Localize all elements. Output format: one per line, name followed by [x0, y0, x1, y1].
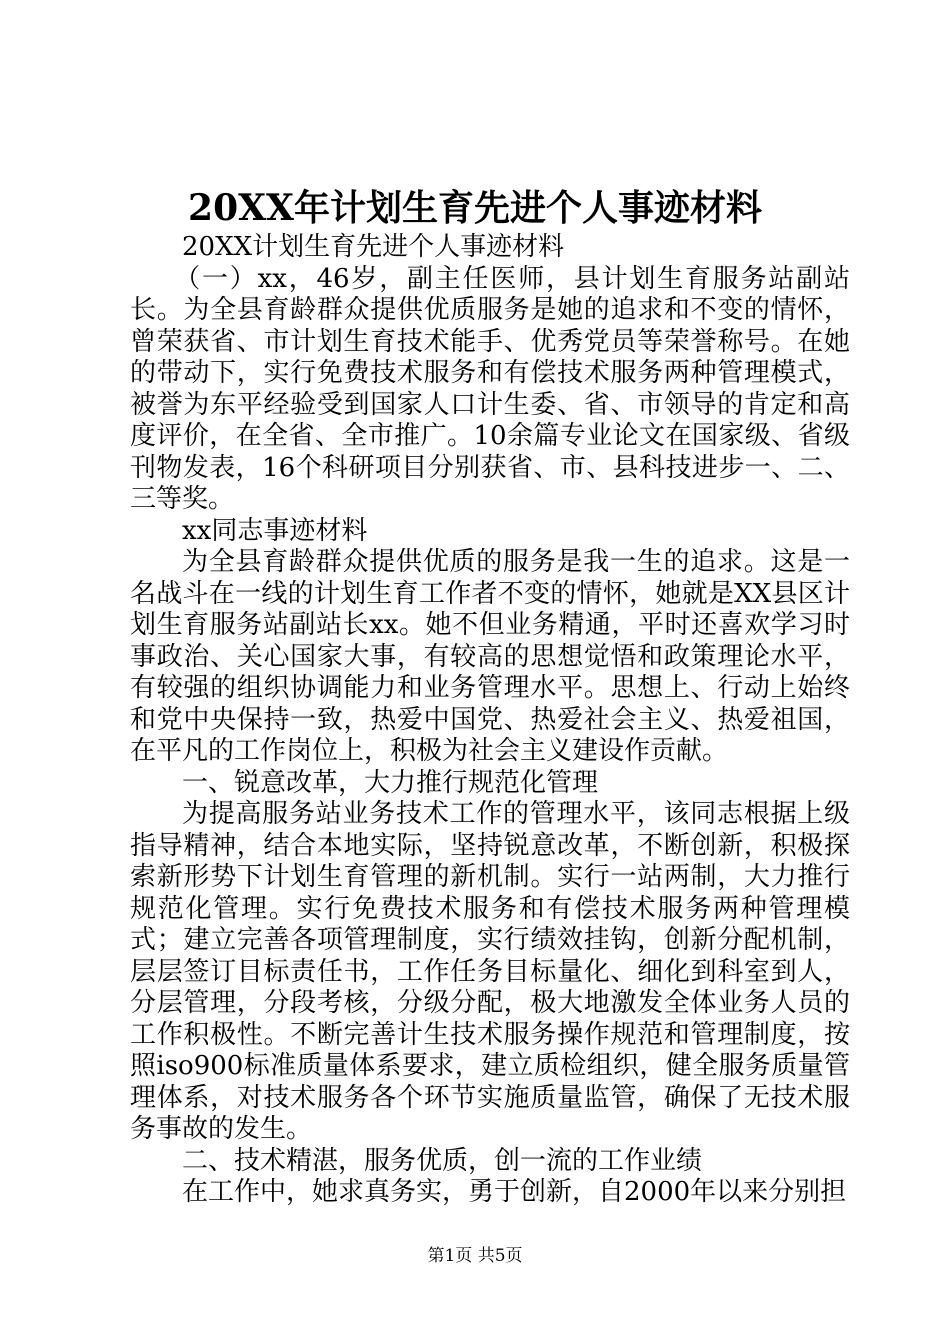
- paragraph-work: 在工作中，她求真务实，勇于创新，自2000年以来分别担: [182, 1177, 847, 1207]
- page-footer: 第1页 共5页: [427, 1246, 523, 1266]
- paragraph-intro: （一）xx，46岁，副主任医师，县计划生育服务站副站长。为全县育龄群众提供优质服务是她的追求和不变的情怀，曾荣获省、市计划生育技术能手、优秀党员等荣誉称号。在她的带动下，实行免费技术服务和有偿技术服务两种管理模式，被誉为东平经验受到国家人口计生委、省、市领导的肯定和高度评价，在全省、全市推广。10余篇专业论文在国家级、省级刊物发表，16个科研项目分别获省、市、县科技进步一、二、三等奖。: [130, 263, 850, 514]
- paragraph-reform: 为提高服务站业务技术工作的管理水平，该同志根据上级指导精神，结合本地实际，坚持锐意改革，不断创新，积极探索新形势下计划生育管理的新机制。实行一站两制，大力推行规范化管理。实行免费技术服务和有偿技术服务两种管理模式；建立完善各项管理制度，实行绩效挂钩，创新分配机制，层层签订目标责任书，工作任务目标量化、细化到科室到人，分层管理，分段考核，分级分配，极大地激发全体业务人员的工作积极性。不断完善计生技术服务操作规范和管理制度，按照iso900标准质量体系要求，建立质检组织，健全服务质量管理体系，对技术服务各个环节实施质量监管，确保了无技术服务事故的发生。: [130, 799, 850, 1144]
- paragraph-section-heading: xx同志事迹材料: [182, 515, 368, 546]
- document-title: 20XX年计划生育先进个人事迹材料: [188, 187, 762, 229]
- paragraph-heading-1: 一、锐意改革，大力推行规范化管理: [182, 767, 599, 798]
- document-body: [130, 232, 850, 1209]
- paragraph-subtitle: 20XX计划生育先进个人事迹材料: [182, 232, 565, 262]
- paragraph-heading-2: 二、技术精湛，服务优质，创一流的工作业绩: [182, 1145, 703, 1176]
- paragraph-profile: 为全县育龄群众提供优质的服务是我一生的追求。这是一名战斗在一线的计划生育工作者不变的情怀，她就是XX县区计划生育服务站副站长xx。她不但业务精通，平时还喜欢学习时事政治、关心国家大事，有较高的思想觉悟和政策理论水平，有较强的组织协调能力和业务管理水平。思想上、行动上始终和党中央保持一致，热爱中国党、热爱社会主义、热爱祖国，在平凡的工作岗位上，积极为社会主义建设作贡献。: [130, 547, 850, 766]
